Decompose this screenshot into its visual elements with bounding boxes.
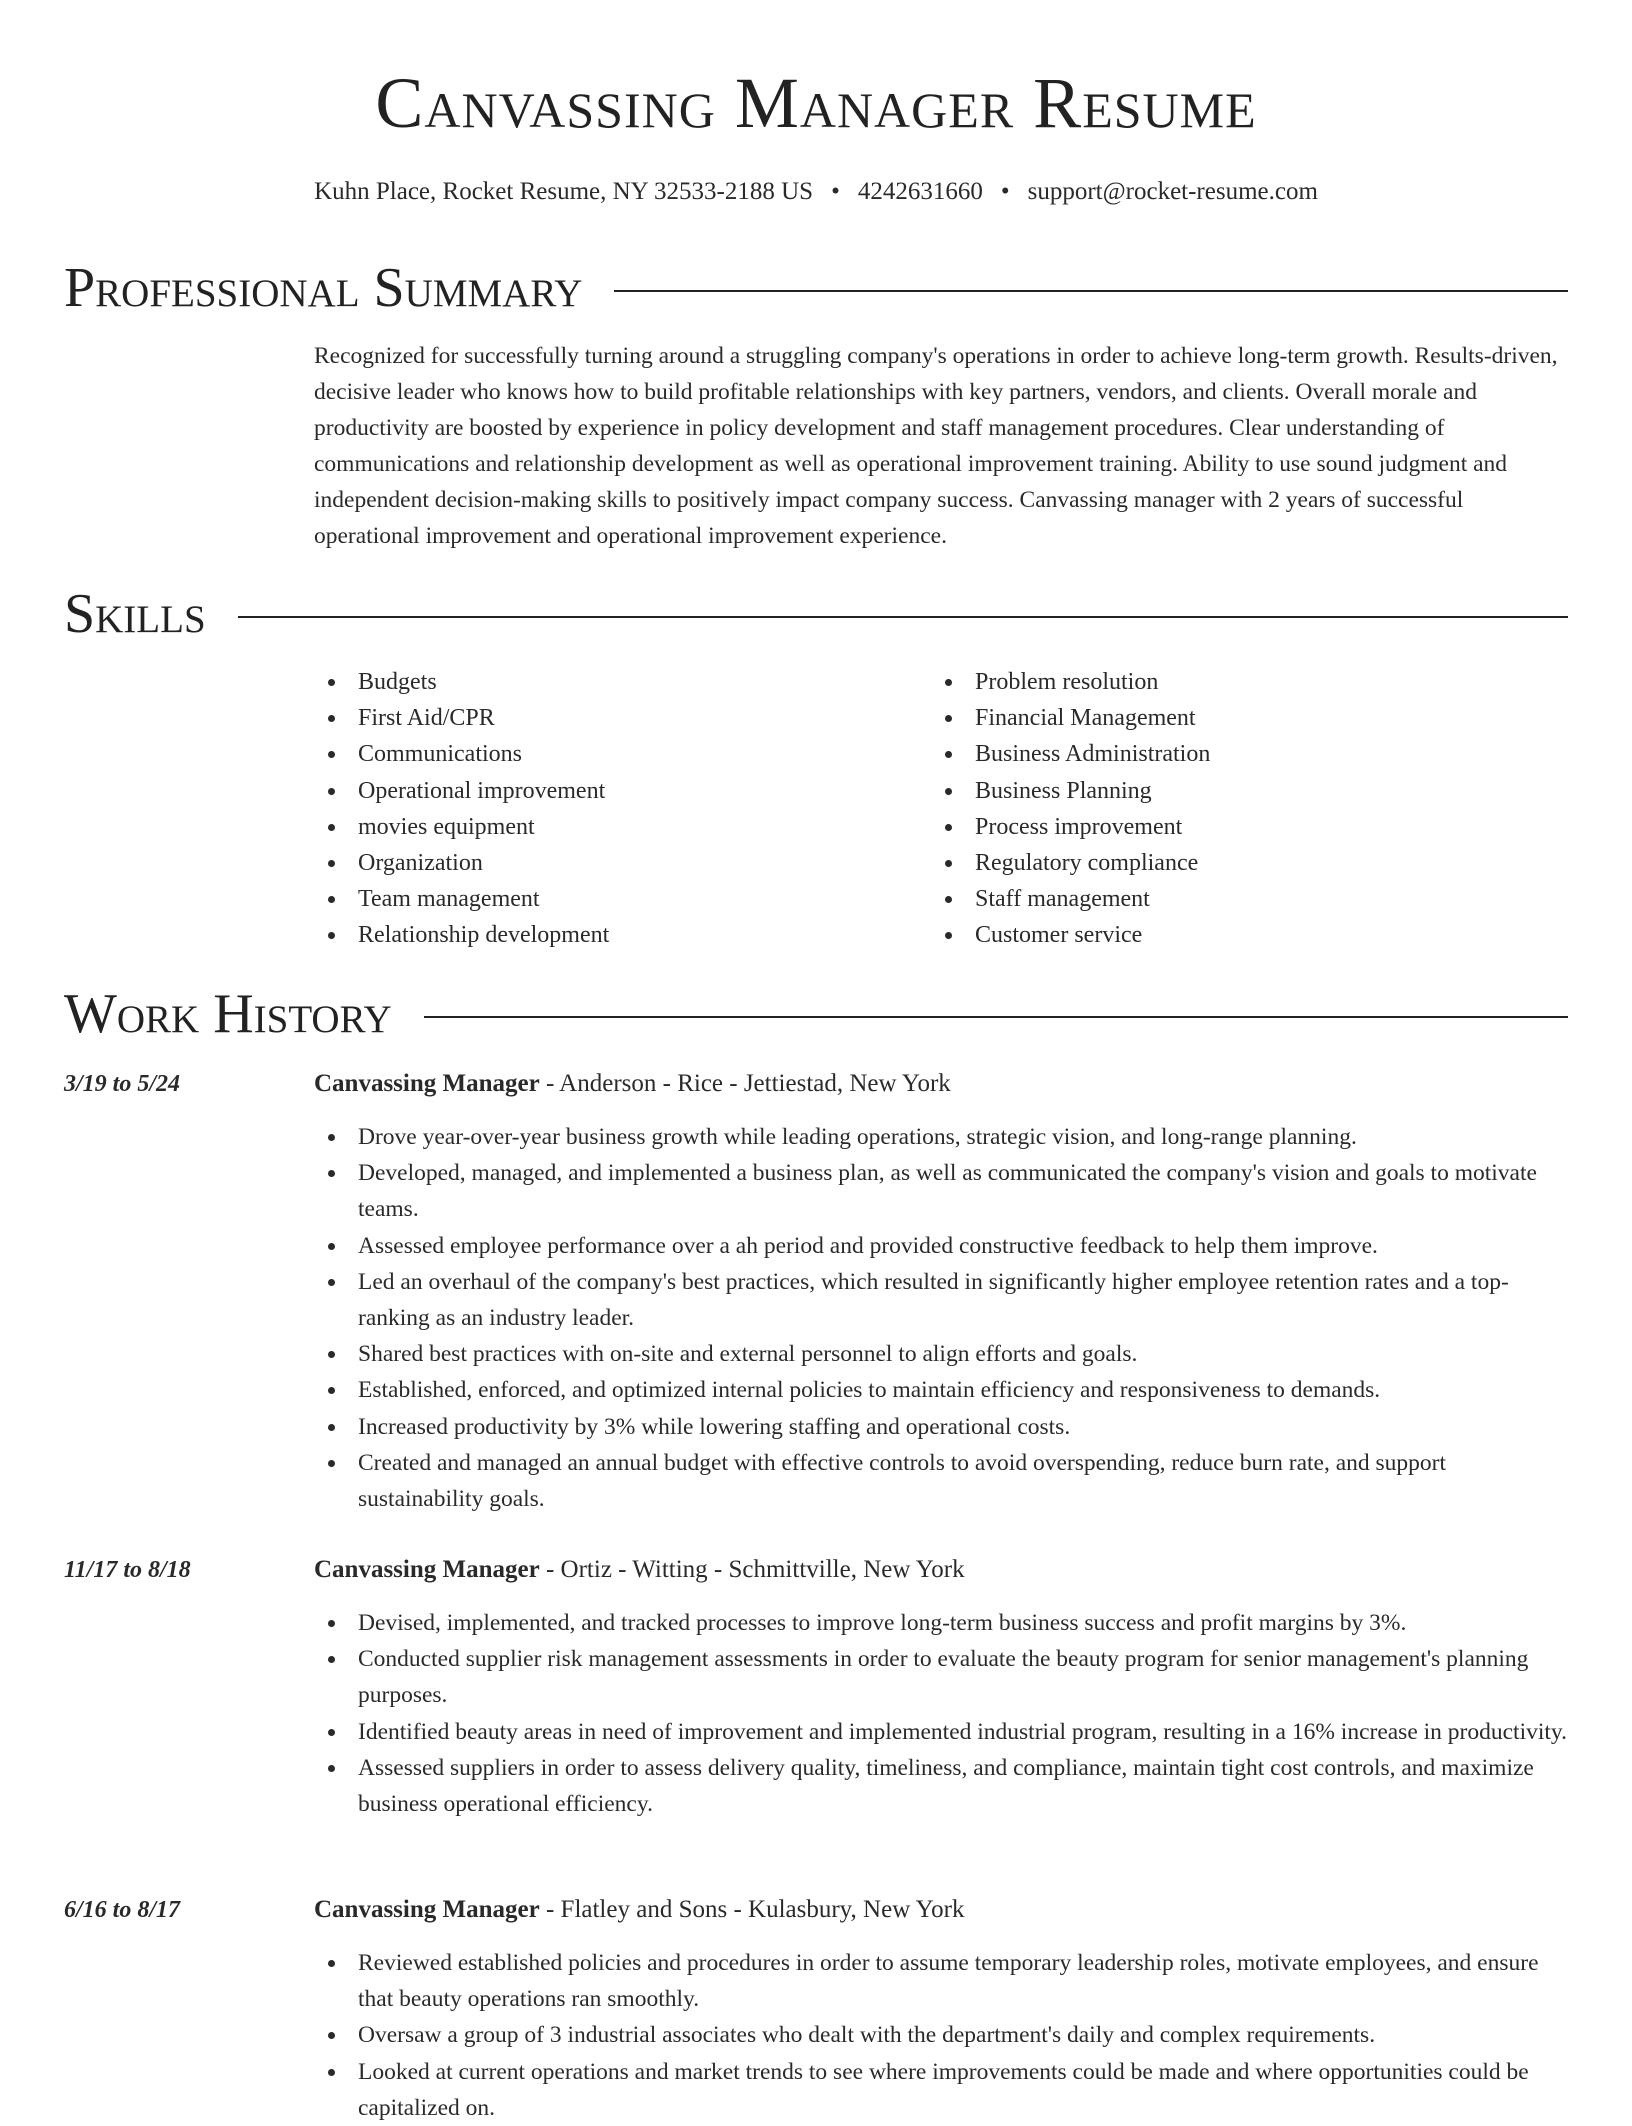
contact-separator: • [831, 178, 840, 205]
duty-item: Increased productivity by 3% while lowering staffing and operational costs. [314, 1409, 1570, 1445]
skill-item: Operational improvement [314, 773, 609, 809]
summary-text: Recognized for successfully turning around a struggling company's operations in order to achieve long-term growth. Results-driven, decisive leader who knows how to build profitable relationships with key partners, vendors, and clients. Overall morale and productivity are boosted by experience in policy development and staff management procedures. Clear understanding of communications and relationship development as well as operational improvement training. Ability to use sound judgment and independent decision-making skills to positively impact company success. Canvassing manager with 2 years of successful operational improvement and operational improvement experience. [314, 343, 1558, 549]
duty-item: Oversaw a group of 3 industrial associates who dealt with the department's daily and complex requirements. [314, 2017, 1570, 2053]
contact-separator: • [1000, 178, 1010, 205]
job-title: Canvassing Manager [314, 1070, 540, 1097]
duty-item: Conducted supplier risk management assessments in order to evaluate the beauty program for senior management's planning purposes. [314, 1641, 1570, 1713]
job-heading [314, 1892, 964, 1928]
job-duties-list [314, 1605, 1570, 1822]
contact-address: Kuhn Place, Rocket Resume, NY 32533-2188 US [314, 178, 814, 205]
skill-item: Customer service [931, 917, 1210, 953]
duty-item: Established, enforced, and optimized internal policies to maintain efficiency and responsiveness to demands. [314, 1372, 1570, 1408]
skill-item: First Aid/CPR [314, 700, 609, 736]
job-title: Canvassing Manager [314, 1556, 540, 1583]
skill-item: Process improvement [931, 809, 1210, 845]
job-title: Canvassing Manager [314, 1896, 540, 1923]
contact-phone: 4242631660 [857, 178, 983, 205]
skill-item: Financial Management [931, 700, 1210, 736]
job-company: - Ortiz - Witting - Schmittville, New York [539, 1556, 965, 1583]
job-duties-list [314, 1945, 1570, 2126]
duty-item: Assessed suppliers in order to assess delivery quality, timeliness, and compliance, maintain tight cost controls, and maximize business operational efficiency. [314, 1750, 1570, 1822]
duty-item: Shared best practices with on-site and external personnel to align efforts and goals. [314, 1336, 1570, 1372]
skill-item: Staff management [931, 881, 1210, 917]
duty-item: Reviewed established policies and procedures in order to assume temporary leadership roles, motivate employees, and ensure that beauty operations ran smoothly. [314, 1945, 1570, 2017]
job-heading [314, 1066, 951, 1102]
skill-item: Relationship development [314, 917, 609, 953]
contact-line [0, 174, 1632, 210]
skill-item: Communications [314, 736, 609, 772]
skill-item: Problem resolution [931, 664, 1210, 700]
skill-item: Budgets [314, 664, 609, 700]
job-company: - Anderson - Rice - Jettiestad, New York [539, 1070, 951, 1097]
work-heading: Work History [64, 983, 392, 1045]
section-divider [238, 616, 1568, 618]
job-company: - Flatley and Sons - Kulasbury, New York [539, 1896, 965, 1923]
skill-item: Team management [314, 881, 609, 917]
section-divider [614, 290, 1568, 292]
job-date: 6/16 to 8/17 [64, 1897, 181, 1923]
skill-item: Business Planning [931, 773, 1210, 809]
duty-item: Drove year-over-year business growth while leading operations, strategic vision, and long-range planning. [314, 1119, 1570, 1155]
job-date: 11/17 to 8/18 [64, 1557, 191, 1583]
skills-heading: Skills [64, 583, 206, 645]
skill-item: movies equipment [314, 809, 609, 845]
work-section-header [64, 982, 1568, 1046]
duty-item: Assessed employee performance over a ah period and provided constructive feedback to help them improve. [314, 1228, 1570, 1264]
skill-item: Organization [314, 845, 609, 881]
duty-item: Identified beauty areas in need of improvement and implemented industrial program, resulting in a 16% increase in productivity. [314, 1714, 1570, 1750]
duty-item: Created and managed an annual budget with effective controls to avoid overspending, reduce burn rate, and support sustainability goals. [314, 1445, 1570, 1517]
skills-list-right [931, 664, 1210, 954]
summary-heading: Professional Summary [64, 257, 583, 319]
duty-item: Looked at current operations and market trends to see where improvements could be made and where opportunities could be capitalized on. [314, 2054, 1570, 2126]
skill-item: Business Administration [931, 736, 1210, 772]
section-divider [424, 1016, 1568, 1018]
job-heading [314, 1552, 965, 1588]
skills-list-left [314, 664, 609, 954]
duty-item: Developed, managed, and implemented a business plan, as well as communicated the company's vision and goals to motivate teams. [314, 1155, 1570, 1227]
skills-section-header [64, 582, 1568, 646]
duty-item: Devised, implemented, and tracked processes to improve long-term business success and profit margins by 3%. [314, 1605, 1570, 1641]
skill-item: Regulatory compliance [931, 845, 1210, 881]
resume-title: Canvassing Manager Resume [375, 63, 1257, 143]
contact-email: support@rocket-resume.com [1027, 178, 1318, 205]
job-duties-list [314, 1119, 1570, 1517]
summary-section-header [64, 256, 1568, 320]
job-date: 3/19 to 5/24 [64, 1071, 181, 1097]
duty-item: Led an overhaul of the company's best practices, which resulted in significantly higher employee retention rates and a top-ranking as an industry leader. [314, 1264, 1570, 1336]
